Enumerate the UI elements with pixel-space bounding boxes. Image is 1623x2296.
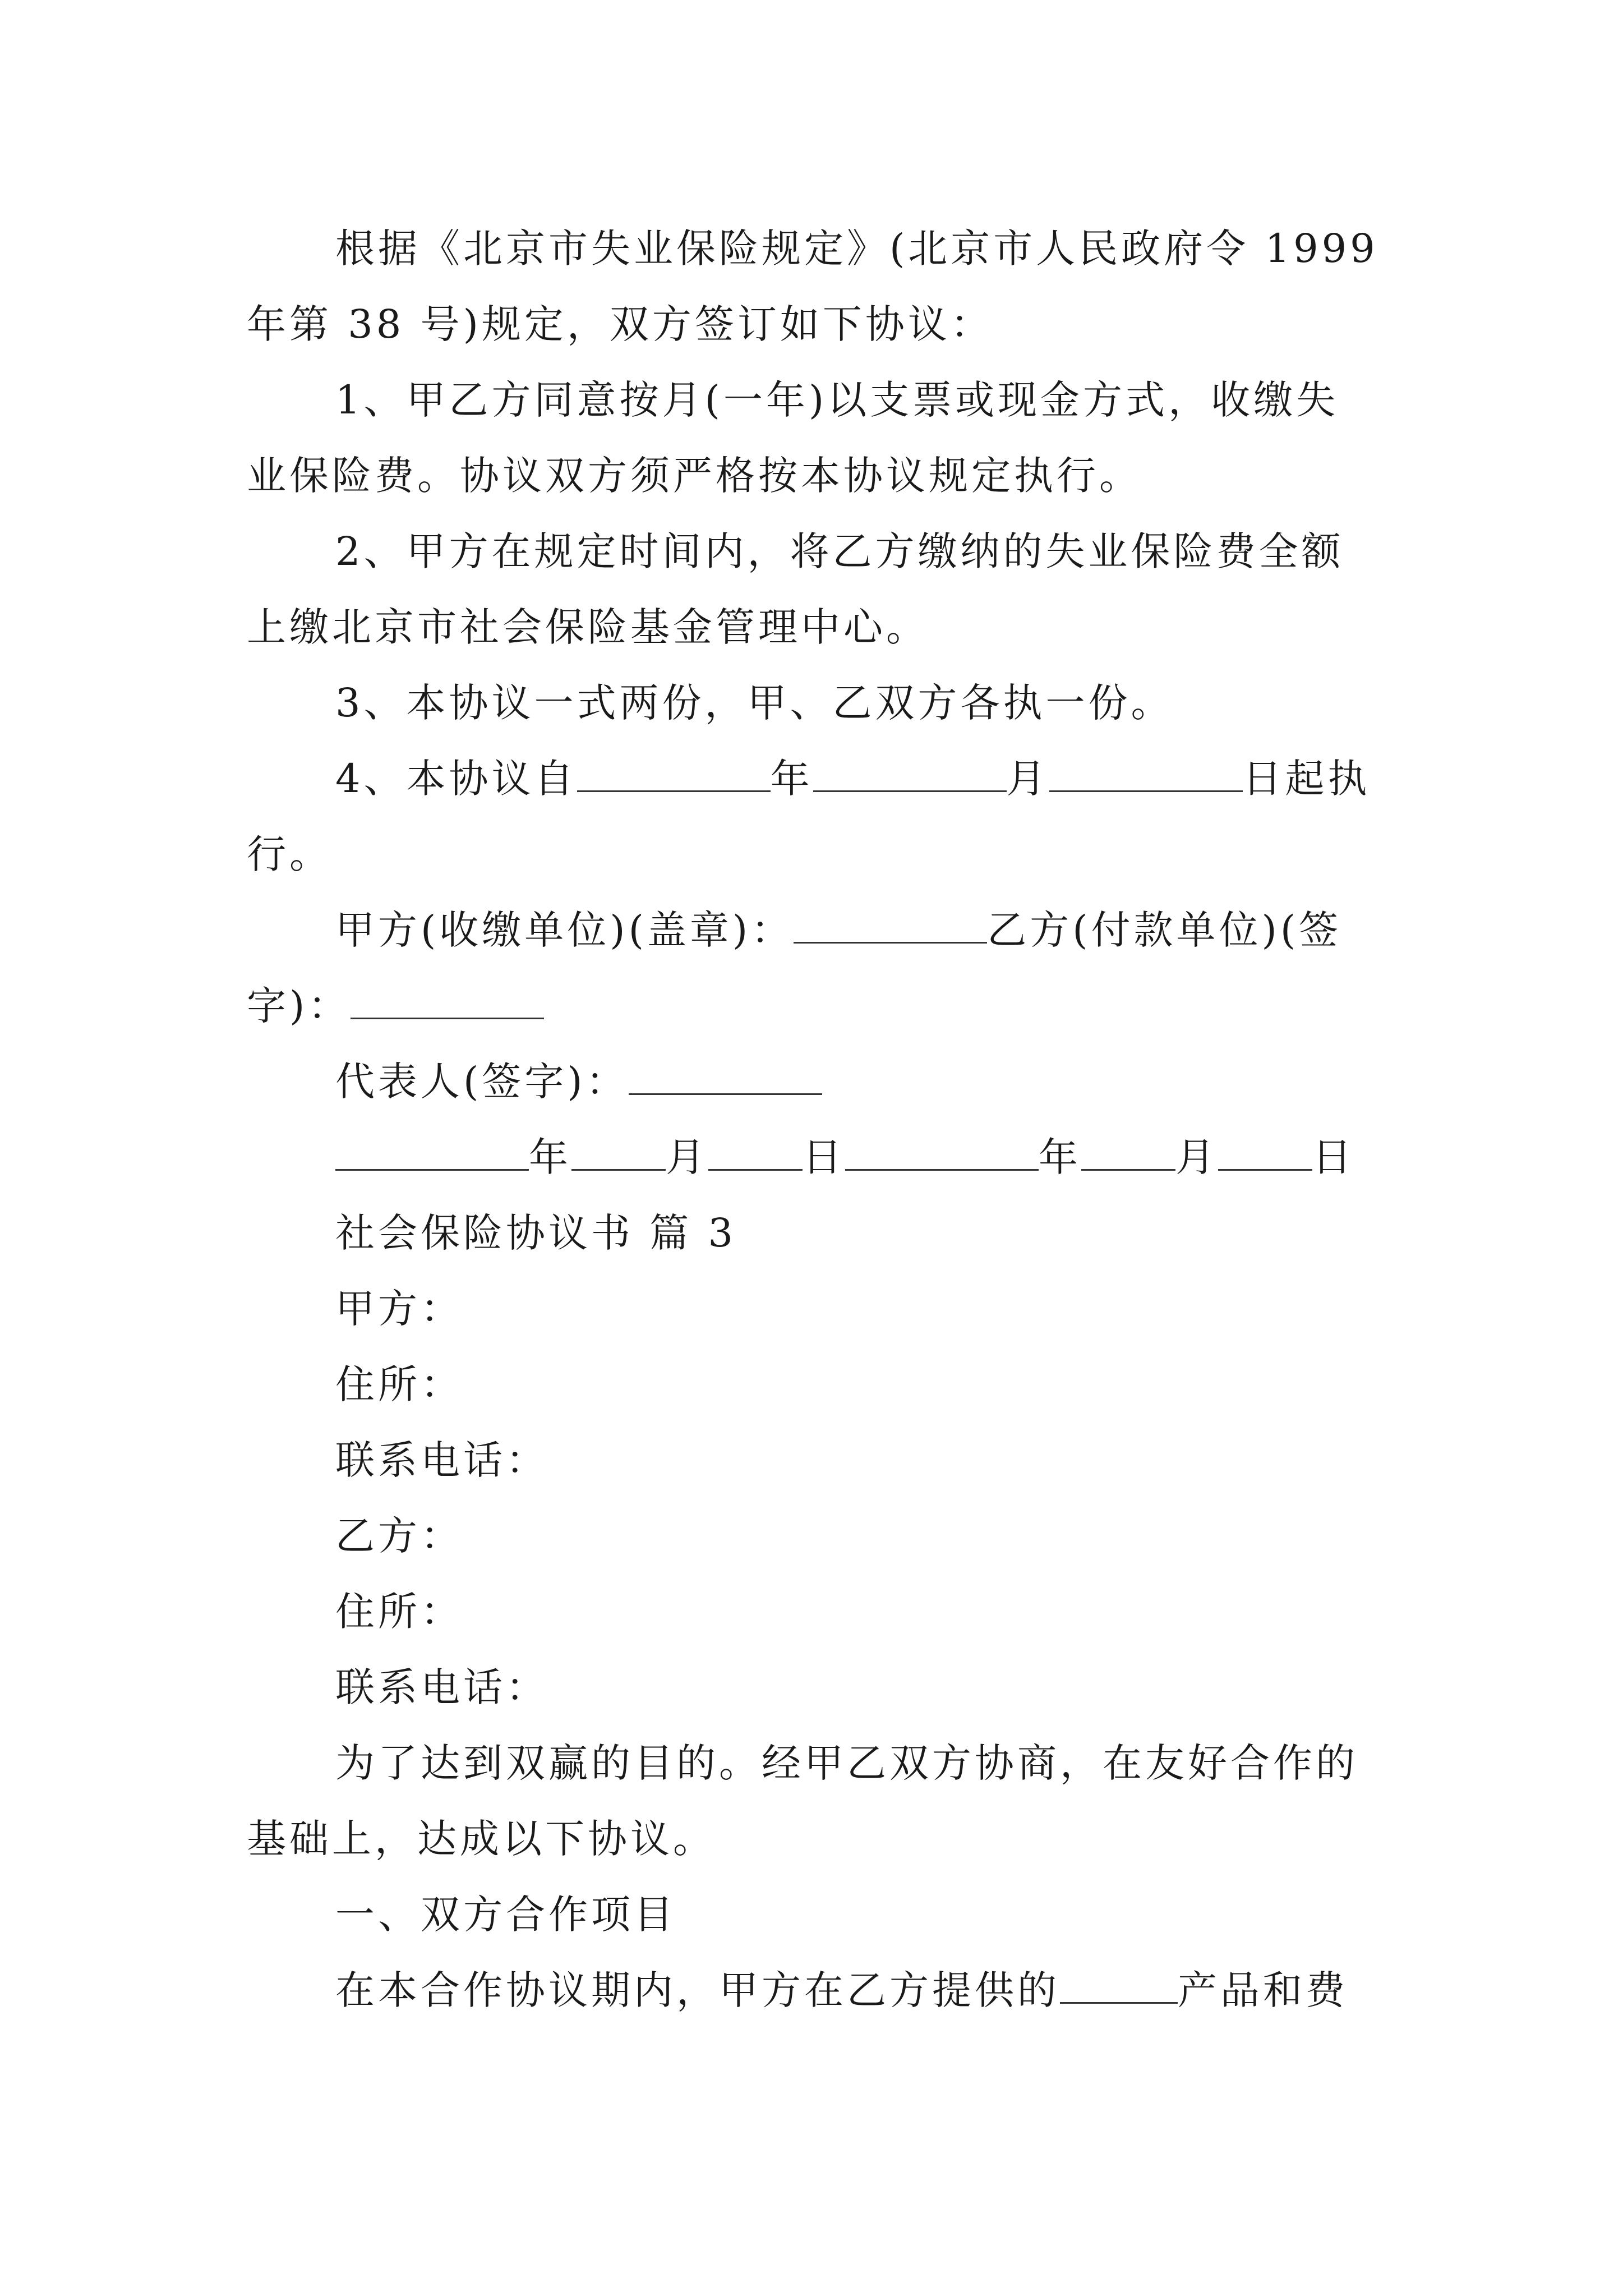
party-b-phone-label: 联系电话： xyxy=(335,1664,548,1710)
date-b-day-label: 日 xyxy=(1312,1134,1355,1180)
date-a-day-label: 日 xyxy=(803,1134,845,1180)
party-b-address-label: 住所： xyxy=(335,1589,463,1635)
date-b-year-blank xyxy=(845,1134,1039,1171)
representative-line xyxy=(335,1055,822,1108)
party-a-phone-label: 联系电话： xyxy=(335,1437,548,1483)
date-b-year-label: 年 xyxy=(1039,1134,1081,1180)
representative-label: 代表人(签字)： xyxy=(335,1059,629,1105)
item-4-prefix: 4、本协议自 xyxy=(335,756,577,802)
party-a-label: 甲方： xyxy=(335,1286,463,1332)
intro-line1: 为了达到双赢的目的。经甲乙双方协商，在友好合作的 xyxy=(335,1740,1358,1786)
heading-cooperation-project: 一、双方合作项目 xyxy=(335,1892,676,1938)
date-b-month-label: 月 xyxy=(1175,1134,1218,1180)
date-a-year-blank xyxy=(335,1134,529,1171)
date-a-month-blank xyxy=(571,1134,666,1171)
clause-prefix: 在本合作协议期内，甲方在乙方提供的 xyxy=(335,1967,1060,2013)
item-4-month-label: 月 xyxy=(1006,756,1049,802)
date-b-day-blank xyxy=(1218,1134,1312,1171)
product-blank xyxy=(1060,1967,1178,2004)
paragraph-regulation-line2: 年第 38 号)规定，双方签订如下协议： xyxy=(247,301,993,347)
item-1-line1: 1、甲乙方同意按月(一年)以支票或现金方式，收缴失 xyxy=(335,377,1339,423)
item-3: 3、本协议一式两份，甲、乙双方各执一份。 xyxy=(335,680,1174,726)
month-blank xyxy=(813,756,1007,792)
date-line xyxy=(335,1130,1355,1184)
item-4-line1 xyxy=(335,752,1371,806)
party-b-label: 乙方： xyxy=(335,1513,463,1559)
day-blank xyxy=(1049,756,1243,792)
item-2-line2: 上缴北京市社会保险基金管理中心。 xyxy=(247,604,929,650)
clause-suffix: 产品和费 xyxy=(1178,1967,1348,2013)
clause-line xyxy=(335,1963,1348,2017)
party-b-sign-label-cont: 字)： xyxy=(247,983,351,1029)
party-b-sign-blank xyxy=(351,983,544,1019)
party-a-sign-blank xyxy=(794,907,987,944)
date-b-month-blank xyxy=(1081,1134,1175,1171)
year-blank xyxy=(577,756,771,792)
party-a-address-label: 住所： xyxy=(335,1361,463,1407)
representative-blank xyxy=(629,1059,822,1095)
date-a-year-label: 年 xyxy=(529,1134,571,1180)
signature-line1 xyxy=(335,903,1341,957)
item-1-line2: 业保险费。协议双方须严格按本协议规定执行。 xyxy=(247,453,1142,499)
item-4-day-suffix: 日起执 xyxy=(1242,756,1371,802)
party-b-sign-label: 乙方(付款单位)(签 xyxy=(987,907,1342,953)
date-a-month-label: 月 xyxy=(666,1134,708,1180)
date-a-day-blank xyxy=(708,1134,803,1171)
item-4-year-label: 年 xyxy=(770,756,813,802)
paragraph-regulation-line1: 根据《北京市失业保险规定》(北京市人民政府令 1999 xyxy=(335,226,1378,272)
intro-line2: 基础上，达成以下协议。 xyxy=(247,1816,716,1862)
item-2-line1: 2、甲方在规定时间内，将乙方缴纳的失业保险费全额 xyxy=(335,528,1344,574)
section-title: 社会保险协议书 篇 3 xyxy=(335,1210,737,1256)
item-4-line2: 行。 xyxy=(247,831,332,877)
party-a-sign-label: 甲方(收缴单位)(盖章)： xyxy=(335,907,794,953)
signature-line2 xyxy=(247,979,544,1033)
